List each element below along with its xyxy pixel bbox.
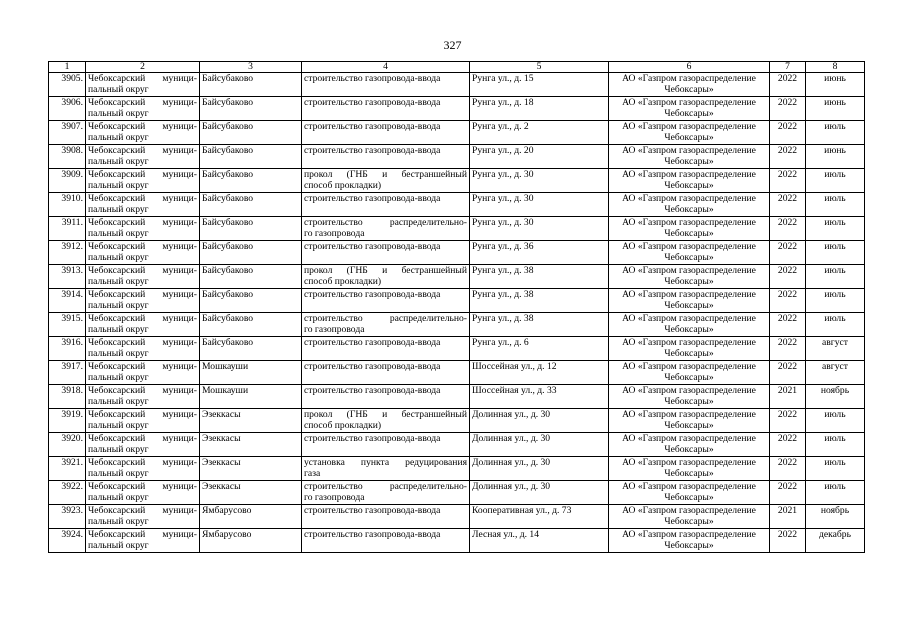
row-number-cell: 3915. [49,313,86,337]
address-cell: Рунга ул., д. 18 [470,97,609,121]
organization-cell [609,289,770,313]
organization-line: Чебоксары» [664,156,714,167]
table-row [49,145,865,169]
month-cell: июнь [806,73,865,97]
work-type-cell [302,289,470,313]
address-cell: Рунга ул., д. 30 [470,193,609,217]
district-line: Чебоксарский муници- [88,481,197,492]
month-cell: июль [806,433,865,457]
district-line: пальный округ [88,396,149,407]
district-cell [86,73,200,97]
work-type-cell [302,313,470,337]
organization-line: АО «Газпром газораспределение [622,265,756,276]
organization-line: Чебоксары» [664,324,714,335]
work-type-cell [302,145,470,169]
organization-cell [609,121,770,145]
table-row [49,289,865,313]
organization-cell [609,505,770,529]
work-type-cell [302,409,470,433]
row-number-cell: 3912. [49,241,86,265]
row-number-cell: 3919. [49,409,86,433]
row-number-cell: 3911. [49,217,86,241]
work-type-line: строительство газопровода-ввода [304,505,441,516]
organization-line: Чебоксары» [664,180,714,191]
organization-line: Чебоксары» [664,420,714,431]
table-row [49,385,865,409]
address-cell: Рунга ул., д. 30 [470,217,609,241]
organization-line: Чебоксары» [664,372,714,383]
month-cell: июль [806,265,865,289]
organization-line: Чебоксары» [664,252,714,263]
table-row [49,337,865,361]
table-row [49,121,865,145]
month-cell: декабрь [806,529,865,553]
row-number-cell: 3906. [49,97,86,121]
district-cell [86,385,200,409]
work-type-line: строительство газопровода-ввода [304,121,441,132]
work-type-line: строительство газопровода-ввода [304,97,441,108]
work-type-line: строительство распределительно- [304,313,467,324]
organization-line: Чебоксары» [664,468,714,479]
district-line: Чебоксарский муници- [88,169,197,180]
district-line: Чебоксарский муници- [88,73,197,84]
organization-line: Чебоксары» [664,396,714,407]
month-cell: июль [806,241,865,265]
work-type-line: строительство газопровода-ввода [304,73,441,84]
district-line: Чебоксарский муници- [88,193,197,204]
work-type-line: строительство газопровода-ввода [304,289,441,300]
district-cell [86,433,200,457]
header-cell: 5 [470,62,609,73]
district-line: пальный округ [88,468,149,479]
district-cell [86,169,200,193]
work-type-cell [302,217,470,241]
organization-cell [609,145,770,169]
year-cell: 2022 [770,361,806,385]
district-cell [86,97,200,121]
work-type-line: го газопровода [304,492,365,503]
district-line: пальный округ [88,180,149,191]
district-line: Чебоксарский муници- [88,505,197,516]
table-row [49,265,865,289]
district-line: пальный округ [88,156,149,167]
header-cell: 1 [49,62,86,73]
work-type-line: прокол (ГНБ и бестраншейный [304,265,467,276]
table-row [49,313,865,337]
settlement-cell: Эзеккасы [200,433,302,457]
address-cell: Рунга ул., д. 38 [470,265,609,289]
table-row [49,481,865,505]
settlement-cell: Байсубаково [200,289,302,313]
address-cell: Шоссейная ул., д. 33 [470,385,609,409]
work-type-cell [302,169,470,193]
address-cell: Рунга ул., д. 38 [470,289,609,313]
settlement-cell: Байсубаково [200,337,302,361]
month-cell: август [806,337,865,361]
work-type-line: строительство распределительно- [304,481,467,492]
year-cell: 2021 [770,385,806,409]
settlement-cell: Мошкауши [200,385,302,409]
district-line: пальный округ [88,492,149,503]
settlement-cell: Ямбарусово [200,505,302,529]
month-cell: июль [806,169,865,193]
work-type-line: строительство газопровода-ввода [304,241,441,252]
header-cell: 8 [806,62,865,73]
address-cell: Рунга ул., д. 20 [470,145,609,169]
district-cell [86,481,200,505]
district-line: пальный округ [88,204,149,215]
organization-line: АО «Газпром газораспределение [622,409,756,420]
organization-line: АО «Газпром газораспределение [622,505,756,516]
month-cell: август [806,361,865,385]
row-number-cell: 3914. [49,289,86,313]
district-line: Чебоксарский муници- [88,457,197,468]
year-cell: 2022 [770,121,806,145]
row-number-cell: 3910. [49,193,86,217]
address-cell: Кооперативная ул., д. 73 [470,505,609,529]
district-cell [86,505,200,529]
district-line: пальный округ [88,372,149,383]
settlement-cell: Байсубаково [200,193,302,217]
settlement-cell: Эзеккасы [200,457,302,481]
row-number-cell: 3920. [49,433,86,457]
address-cell: Рунга ул., д. 38 [470,313,609,337]
header-cell: 4 [302,62,470,73]
district-line: Чебоксарский муници- [88,265,197,276]
address-cell: Долинная ул., д. 30 [470,481,609,505]
district-cell [86,265,200,289]
page-number: 327 [443,38,462,52]
organization-line: АО «Газпром газораспределение [622,289,756,300]
organization-cell [609,361,770,385]
organization-line: АО «Газпром газораспределение [622,241,756,252]
district-cell [86,217,200,241]
organization-line: АО «Газпром газораспределение [622,97,756,108]
district-line: Чебоксарский муници- [88,529,197,540]
district-cell [86,145,200,169]
organization-line: АО «Газпром газораспределение [622,169,756,180]
address-cell: Долинная ул., д. 30 [470,457,609,481]
work-type-cell [302,241,470,265]
works-table [48,61,865,553]
table-row [49,217,865,241]
work-type-line: строительство газопровода-ввода [304,385,441,396]
organization-line: Чебоксары» [664,132,714,143]
district-cell [86,409,200,433]
organization-line: Чебоксары» [664,492,714,503]
organization-line: АО «Газпром газораспределение [622,529,756,540]
address-cell: Рунга ул., д. 6 [470,337,609,361]
district-cell [86,121,200,145]
settlement-cell: Байсубаково [200,313,302,337]
organization-cell [609,385,770,409]
district-cell [86,193,200,217]
row-number-cell: 3905. [49,73,86,97]
work-type-line: го газопровода [304,228,365,239]
organization-line: АО «Газпром газораспределение [622,433,756,444]
row-number-cell: 3922. [49,481,86,505]
table-row [49,409,865,433]
district-line: пальный округ [88,132,149,143]
organization-line: Чебоксары» [664,84,714,95]
row-number-cell: 3913. [49,265,86,289]
year-cell: 2022 [770,169,806,193]
district-line: пальный округ [88,324,149,335]
district-cell [86,361,200,385]
work-type-cell [302,481,470,505]
organization-line: АО «Газпром газораспределение [622,217,756,228]
district-line: пальный округ [88,84,149,95]
organization-line: АО «Газпром газораспределение [622,385,756,396]
year-cell: 2022 [770,73,806,97]
month-cell: ноябрь [806,505,865,529]
work-type-cell [302,457,470,481]
table-row [49,529,865,553]
row-number-cell: 3924. [49,529,86,553]
organization-line: АО «Газпром газораспределение [622,121,756,132]
district-cell [86,457,200,481]
organization-line: Чебоксары» [664,516,714,527]
organization-line: АО «Газпром газораспределение [622,481,756,492]
work-type-line: строительство газопровода-ввода [304,145,441,156]
settlement-cell: Байсубаково [200,265,302,289]
work-type-cell [302,385,470,409]
row-number-cell: 3907. [49,121,86,145]
month-cell: июль [806,457,865,481]
work-type-cell [302,265,470,289]
organization-line: Чебоксары» [664,540,714,551]
year-cell: 2022 [770,289,806,313]
year-cell: 2022 [770,193,806,217]
year-cell: 2022 [770,313,806,337]
organization-cell [609,409,770,433]
organization-cell [609,265,770,289]
district-line: Чебоксарский муници- [88,313,197,324]
month-cell: июль [806,481,865,505]
settlement-cell: Ямбарусово [200,529,302,553]
table-row [49,457,865,481]
district-line: Чебоксарский муници- [88,289,197,300]
organization-line: АО «Газпром газораспределение [622,457,756,468]
month-cell: июль [806,289,865,313]
work-type-line: строительство газопровода-ввода [304,193,441,204]
row-number-cell: 3908. [49,145,86,169]
address-cell: Шоссейная ул., д. 12 [470,361,609,385]
table-row [49,73,865,97]
work-type-line: способ прокладки) [304,180,382,191]
district-line: пальный округ [88,252,149,263]
work-type-cell [302,193,470,217]
work-type-cell [302,121,470,145]
organization-cell [609,193,770,217]
year-cell: 2022 [770,409,806,433]
district-line: Чебоксарский муници- [88,361,197,372]
address-cell: Лесная ул., д. 14 [470,529,609,553]
district-line: пальный округ [88,108,149,119]
address-cell: Рунга ул., д. 36 [470,241,609,265]
work-type-cell [302,505,470,529]
table-row [49,97,865,121]
work-type-cell [302,97,470,121]
year-cell: 2022 [770,457,806,481]
header-cell: 6 [609,62,770,73]
work-type-line: строительство газопровода-ввода [304,433,441,444]
district-line: Чебоксарский муници- [88,409,197,420]
year-cell: 2022 [770,433,806,457]
row-number-cell: 3923. [49,505,86,529]
organization-cell [609,313,770,337]
work-type-line: прокол (ГНБ и бестраншейный [304,409,467,420]
settlement-cell: Эзеккасы [200,409,302,433]
address-cell: Долинная ул., д. 30 [470,409,609,433]
organization-line: Чебоксары» [664,444,714,455]
work-type-line: способ прокладки) [304,420,382,431]
organization-cell [609,433,770,457]
header-cell: 3 [200,62,302,73]
year-cell: 2022 [770,265,806,289]
year-cell: 2022 [770,97,806,121]
year-cell: 2021 [770,505,806,529]
organization-line: Чебоксары» [664,228,714,239]
organization-line: АО «Газпром газораспределение [622,73,756,84]
header-cell: 7 [770,62,806,73]
table-row [49,433,865,457]
work-type-line: строительство газопровода-ввода [304,529,441,540]
district-line: пальный округ [88,516,149,527]
district-line: пальный округ [88,276,149,287]
organization-line: Чебоксары» [664,276,714,287]
header-row [49,62,865,73]
district-line: Чебоксарский муници- [88,433,197,444]
district-line: Чебоксарский муници- [88,121,197,132]
district-cell [86,313,200,337]
year-cell: 2022 [770,481,806,505]
organization-cell [609,457,770,481]
month-cell: июль [806,217,865,241]
district-line: Чебоксарский муници- [88,97,197,108]
district-cell [86,241,200,265]
row-number-cell: 3918. [49,385,86,409]
work-type-cell [302,433,470,457]
header-cell: 2 [86,62,200,73]
settlement-cell: Байсубаково [200,217,302,241]
month-cell: июнь [806,97,865,121]
table-row [49,241,865,265]
district-line: Чебоксарский муници- [88,217,197,228]
month-cell: июль [806,193,865,217]
month-cell: июль [806,313,865,337]
work-type-line: установка пункта редуцирования [304,457,467,468]
work-type-line: способ прокладки) [304,276,382,287]
table-row [49,169,865,193]
address-cell: Рунга ул., д. 2 [470,121,609,145]
year-cell: 2022 [770,337,806,361]
work-type-line: го газопровода [304,324,365,335]
settlement-cell: Байсубаково [200,145,302,169]
table-row [49,505,865,529]
work-type-line: строительство распределительно- [304,217,467,228]
organization-cell [609,529,770,553]
address-cell: Рунга ул., д. 30 [470,169,609,193]
settlement-cell: Мошкауши [200,361,302,385]
row-number-cell: 3921. [49,457,86,481]
work-type-cell [302,337,470,361]
month-cell: июль [806,121,865,145]
district-line: пальный округ [88,540,149,551]
year-cell: 2022 [770,241,806,265]
month-cell: июнь [806,145,865,169]
settlement-cell: Эзеккасы [200,481,302,505]
table-body [49,73,865,553]
settlement-cell: Байсубаково [200,73,302,97]
organization-cell [609,169,770,193]
district-cell [86,529,200,553]
district-line: Чебоксарский муници- [88,145,197,156]
settlement-cell: Байсубаково [200,97,302,121]
work-type-cell [302,529,470,553]
month-cell: июль [806,409,865,433]
work-type-line: прокол (ГНБ и бестраншейный [304,169,467,180]
organization-cell [609,97,770,121]
settlement-cell: Байсубаково [200,241,302,265]
organization-line: АО «Газпром газораспределение [622,313,756,324]
settlement-cell: Байсубаково [200,121,302,145]
organization-line: Чебоксары» [664,300,714,311]
district-cell [86,337,200,361]
settlement-cell: Байсубаково [200,169,302,193]
district-line: Чебоксарский муници- [88,385,197,396]
organization-line: АО «Газпром газораспределение [622,145,756,156]
work-type-line: строительство газопровода-ввода [304,337,441,348]
district-line: пальный округ [88,444,149,455]
address-cell: Долинная ул., д. 30 [470,433,609,457]
district-cell [86,289,200,313]
organization-line: АО «Газпром газораспределение [622,361,756,372]
row-number-cell: 3909. [49,169,86,193]
work-type-line: строительство газопровода-ввода [304,361,441,372]
work-type-cell [302,361,470,385]
work-type-line: газа [304,468,321,479]
organization-cell [609,337,770,361]
work-type-cell [302,73,470,97]
organization-line: АО «Газпром газораспределение [622,193,756,204]
year-cell: 2022 [770,145,806,169]
organization-cell [609,73,770,97]
row-number-cell: 3916. [49,337,86,361]
year-cell: 2022 [770,529,806,553]
district-line: пальный округ [88,300,149,311]
organization-cell [609,241,770,265]
district-line: Чебоксарский муници- [88,337,197,348]
year-cell: 2022 [770,217,806,241]
organization-line: АО «Газпром газораспределение [622,337,756,348]
table-row [49,361,865,385]
organization-line: Чебоксары» [664,204,714,215]
row-number-cell: 3917. [49,361,86,385]
table-row [49,193,865,217]
organization-cell [609,217,770,241]
organization-line: Чебоксары» [664,348,714,359]
district-line: пальный округ [88,228,149,239]
district-line: пальный округ [88,348,149,359]
district-line: пальный округ [88,420,149,431]
district-line: Чебоксарский муници- [88,241,197,252]
address-cell: Рунга ул., д. 15 [470,73,609,97]
organization-line: Чебоксары» [664,108,714,119]
organization-cell [609,481,770,505]
month-cell: ноябрь [806,385,865,409]
